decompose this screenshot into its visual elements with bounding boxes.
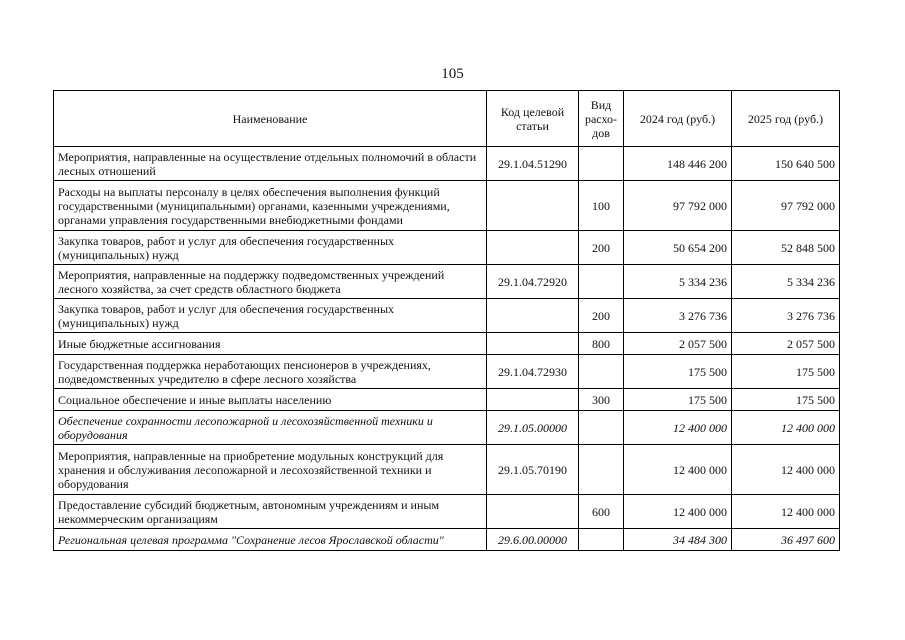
row-code: 29.1.04.72920 <box>487 265 579 299</box>
table-row <box>54 299 840 333</box>
table-row <box>54 147 840 181</box>
row-vid: 800 <box>579 333 624 355</box>
row-2025: 2 057 500 <box>732 333 840 355</box>
table-row <box>54 333 840 355</box>
row-name: Социальное обеспечение и иные выплаты населению <box>54 389 487 411</box>
row-2024: 50 654 200 <box>624 231 732 265</box>
row-2025: 175 500 <box>732 389 840 411</box>
row-2025: 97 792 000 <box>732 181 840 231</box>
row-2025: 36 497 600 <box>732 529 840 551</box>
row-code: 29.1.04.51290 <box>487 147 579 181</box>
row-name: Обеспечение сохранности лесопожарной и лесохозяйственной техники и оборудования <box>54 411 487 445</box>
row-2024: 34 484 300 <box>624 529 732 551</box>
row-name: Государственная поддержка неработающих пенсионеров в учреждениях, подведомственных учредителю в сфере лесного хозяйства <box>54 355 487 389</box>
row-code: 29.1.04.72930 <box>487 355 579 389</box>
row-2024: 2 057 500 <box>624 333 732 355</box>
row-vid <box>579 445 624 495</box>
row-2025: 3 276 736 <box>732 299 840 333</box>
page-number: 105 <box>441 66 464 82</box>
row-vid: 200 <box>579 299 624 333</box>
row-vid <box>579 529 624 551</box>
row-2024: 12 400 000 <box>624 445 732 495</box>
row-name: Мероприятия, направленные на приобретение модульных конструкций для хранения и обслуживания лесопожарной и лесохозяйственной техники и оборудования <box>54 445 487 495</box>
row-vid <box>579 147 624 181</box>
row-vid: 300 <box>579 389 624 411</box>
row-name: Мероприятия, направленные на осуществление отдельных полномочий в области лесных отношений <box>54 147 487 181</box>
row-code <box>487 389 579 411</box>
table-header-row <box>54 91 840 147</box>
budget-table <box>53 90 840 551</box>
table-row <box>54 445 840 495</box>
row-code: 29.1.05.70190 <box>487 445 579 495</box>
row-vid: 200 <box>579 231 624 265</box>
row-code <box>487 333 579 355</box>
row-name: Закупка товаров, работ и услуг для обеспечения государственных (муниципальных) нужд <box>54 231 487 265</box>
table-row <box>54 355 840 389</box>
row-name: Закупка товаров, работ и услуг для обеспечения государственных (муниципальных) нужд <box>54 299 487 333</box>
row-2025: 150 640 500 <box>732 147 840 181</box>
row-2024: 175 500 <box>624 389 732 411</box>
row-2024: 3 276 736 <box>624 299 732 333</box>
header-vid: Вид расхо-дов <box>579 91 624 147</box>
row-vid <box>579 355 624 389</box>
row-vid <box>579 265 624 299</box>
row-vid: 100 <box>579 181 624 231</box>
row-2024: 5 334 236 <box>624 265 732 299</box>
row-name: Мероприятия, направленные на поддержку подведомственных учреждений лесного хозяйства, за счет средств областного бюджета <box>54 265 487 299</box>
row-2025: 52 848 500 <box>732 231 840 265</box>
table-body <box>54 147 840 551</box>
row-name: Расходы на выплаты персоналу в целях обеспечения выполнения функций государственными (муниципальными) органами, казенными учреждениями, органами управления государственными внебюджетными фондами <box>54 181 487 231</box>
row-vid: 600 <box>579 495 624 529</box>
row-2025: 5 334 236 <box>732 265 840 299</box>
row-code <box>487 495 579 529</box>
row-2025: 12 400 000 <box>732 445 840 495</box>
row-name: Предоставление субсидий бюджетным, автономным учреждениям и иным некоммерческим организациям <box>54 495 487 529</box>
header-name: Наименование <box>54 91 487 147</box>
row-code <box>487 181 579 231</box>
row-code <box>487 299 579 333</box>
table-row <box>54 495 840 529</box>
row-2025: 12 400 000 <box>732 411 840 445</box>
row-vid <box>579 411 624 445</box>
row-2025: 175 500 <box>732 355 840 389</box>
row-code <box>487 231 579 265</box>
row-2024: 175 500 <box>624 355 732 389</box>
row-2024: 12 400 000 <box>624 495 732 529</box>
table-row <box>54 411 840 445</box>
row-2024: 12 400 000 <box>624 411 732 445</box>
table-row <box>54 181 840 231</box>
table-row <box>54 529 840 551</box>
row-2024: 97 792 000 <box>624 181 732 231</box>
row-code: 29.6.00.00000 <box>487 529 579 551</box>
row-name: Иные бюджетные ассигнования <box>54 333 487 355</box>
header-2024: 2024 год (руб.) <box>624 91 732 147</box>
row-name: Региональная целевая программа "Сохранение лесов Ярославской области" <box>54 529 487 551</box>
table-row <box>54 231 840 265</box>
header-2025: 2025 год (руб.) <box>732 91 840 147</box>
row-code: 29.1.05.00000 <box>487 411 579 445</box>
table-row <box>54 389 840 411</box>
table-row <box>54 265 840 299</box>
row-2025: 12 400 000 <box>732 495 840 529</box>
row-2024: 148 446 200 <box>624 147 732 181</box>
header-code: Код целевой статьи <box>487 91 579 147</box>
